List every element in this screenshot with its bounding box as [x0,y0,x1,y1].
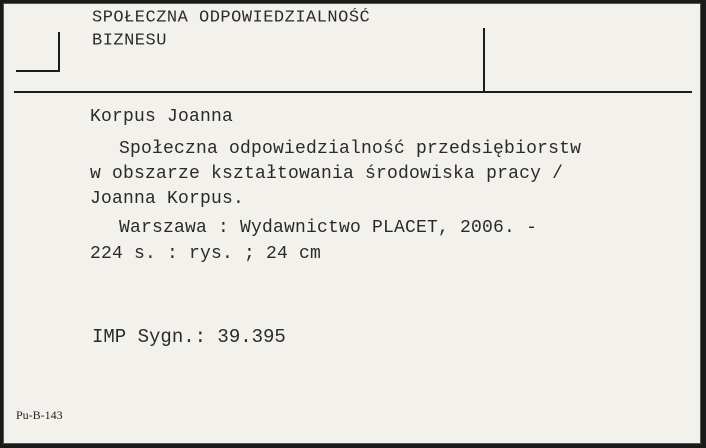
imprint-line1: Warszawa : Wydawnictwo PLACET, 2006. - [119,218,538,238]
imprint-line2: 224 s. : rys. ; 24 cm [90,244,322,264]
catalog-card [3,3,701,444]
title-line1: Społeczna odpowiedzialność przedsiębiorstw [119,139,582,159]
call-number: IMP Sygn.: 39.395 [92,326,286,348]
header-rule [14,91,692,93]
corner-mark-horizontal [16,70,60,72]
vertical-rule [483,28,485,92]
title-line3: Joanna Korpus. [90,189,245,209]
title-line2: w obszarze kształtowania środowiska pracy / [90,164,564,184]
corner-mark-vertical [58,32,60,72]
author-line: Korpus Joanna [90,107,234,127]
subject-heading-line1: SPOŁECZNA ODPOWIEDZIALNOŚĆ [92,9,371,28]
catalog-code: Pu-B-143 [16,408,63,422]
subject-heading-line2: BIZNESU [92,32,167,51]
